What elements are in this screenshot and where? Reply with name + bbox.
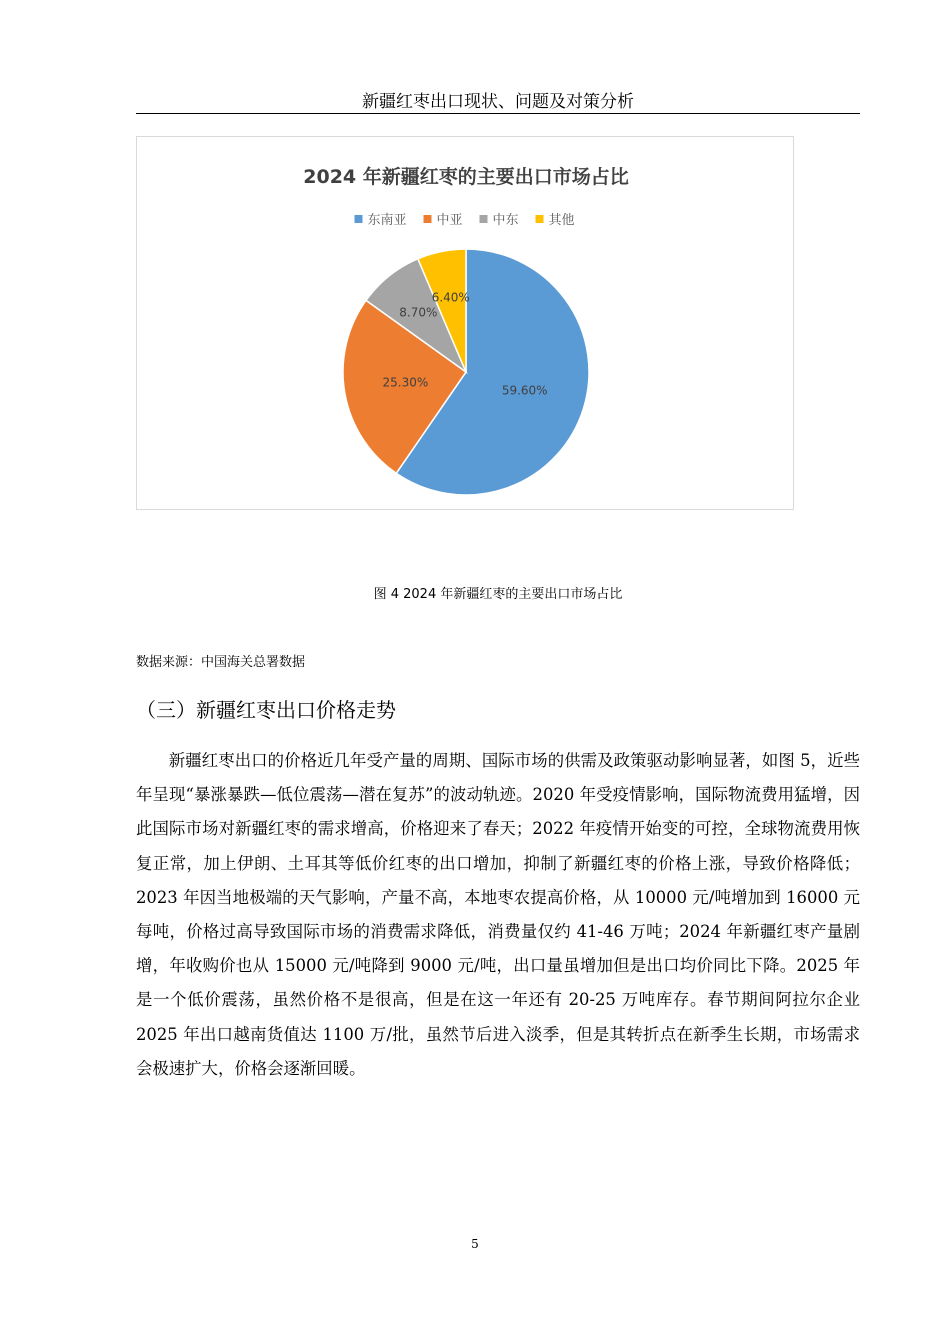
pie-chart-svg — [137, 137, 795, 511]
data-label: 6.40% — [431, 290, 470, 305]
section-heading: （三）新疆红枣出口价格走势 — [136, 698, 396, 722]
figure-caption: 图 4 2024 年新疆红枣的主要出口市场占比 — [373, 587, 623, 602]
legend-label: 中亚 — [436, 213, 463, 228]
pie-chart — [136, 136, 794, 510]
legend-swatch — [480, 215, 488, 223]
legend-swatch — [424, 215, 432, 223]
legend-label: 中东 — [492, 213, 519, 228]
data-label: 59.60% — [501, 383, 548, 398]
chart-legend — [355, 212, 575, 228]
data-source: 数据来源：中国海关总署数据 — [136, 655, 306, 670]
chart-title: 2024 年新疆红枣的主要出口市场占比 — [303, 166, 629, 188]
pie-slices — [343, 249, 589, 495]
legend-label: 东南亚 — [367, 213, 407, 228]
body-paragraph: 新疆红枣出口的价格近几年受产量的周期、国际市场的供需及政策驱动影响显著，如图 5，近些年呈现“暴涨暴跌—低位震荡—潜在复苏”的波动轨迹。2020 年受疫情影响，国际物流费用猛增，因此国际市场对新疆红枣的需求增高，价格迎来了春天；2022 年疫情开始变的可控，全球物流费用恢复正常，加上伊朗、土耳其等低价红枣的出口增加，抑制了新疆红枣的价格上涨，导致价格降低；2023 年因当地极端的天气影响，产量不高，本地枣农提高价格，从 10000 元/吨增加到 16000 元每吨，价格过高导致国际市场的消费需求降低，消费量仅约 41-46 万吨；2024 年新疆红枣产量剧增，年收购价也从 15000 元/吨降到 9000 元/吨，出口量虽增加但是出口均价同比下降。2025 年是一个低价震荡，虽然价格不是很高，但是在这一年还有 20-25 万吨库存。春节期间阿拉尔企业 2025 年出口越南货值达 1100 万/批，虽然节后进入淡季，但是其转折点在新季生长期，市场需求会极速扩大，价格会逐渐回暖。 — [136, 751, 860, 1078]
legend-label: 其他 — [548, 213, 575, 228]
running-header: 新疆红枣出口现状、问题及对策分析 — [362, 92, 634, 112]
legend-swatch — [355, 215, 363, 223]
data-label: 25.30% — [382, 375, 429, 390]
data-label: 8.70% — [399, 305, 438, 320]
header-rule — [136, 113, 860, 114]
page-number: 5 — [471, 1237, 479, 1251]
legend-swatch — [536, 215, 544, 223]
